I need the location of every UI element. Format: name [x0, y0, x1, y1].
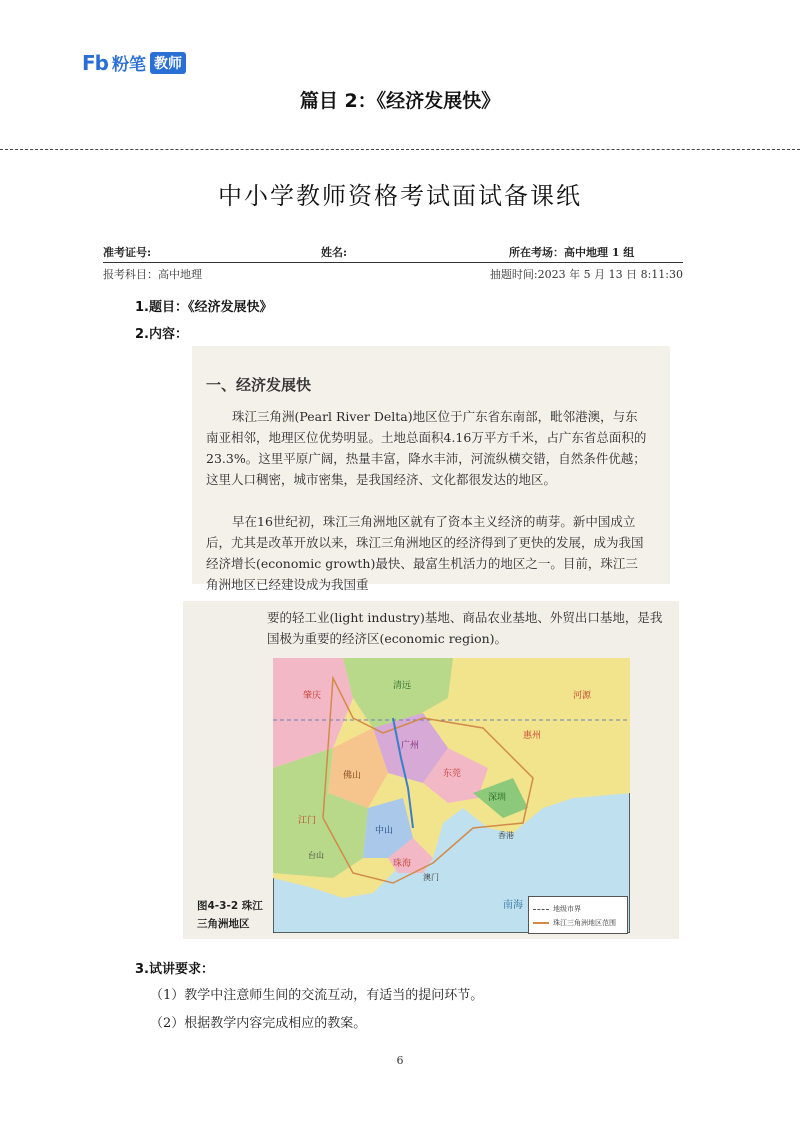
textbook-paragraph-3: 要的轻工业(light industry)基地、商品农业基地、外贸出口基地，是我国极为重要的经济区(economic region)。: [267, 610, 663, 646]
map-caption-line-2: 三角洲地区: [197, 918, 250, 930]
textbook-heading: 一、经济发展快: [206, 376, 312, 394]
exam-id-label: 准考证号:: [103, 246, 152, 259]
dashed-divider: [0, 149, 800, 150]
map-label-zhongshan: 中山: [375, 826, 394, 836]
subject-text: 报考科目：高中地理: [103, 268, 202, 281]
map-label-taishan: 台山: [308, 851, 324, 860]
name-label: 姓名:: [321, 246, 348, 259]
map-caption-line-1: 图4-3-2 珠江: [197, 900, 263, 912]
map-label-zhaoqing: 肇庆: [303, 691, 322, 701]
map-label-dongguan: 东莞: [443, 769, 462, 779]
content-heading: 2.内容：: [135, 327, 188, 342]
exam-location: 所在考场：高中地理 1 组: [509, 246, 635, 259]
requirement-item-2: （2）根据教学内容完成相应的教案。: [150, 1016, 367, 1031]
legend-row-boundary: [533, 904, 581, 914]
map-label-shenzhen: 深圳: [488, 793, 507, 803]
requirements-heading: 3.试讲要求：: [135, 962, 214, 977]
map-label-south-sea: 南海: [503, 900, 523, 911]
logo-fb-mark: Fb: [82, 50, 108, 75]
info-rule: [103, 262, 683, 263]
legend-row-region: [533, 918, 616, 928]
textbook-excerpt-top: [192, 346, 670, 592]
map-label-hongkong: 香港: [498, 831, 514, 840]
map-label-jiangmen: 江门: [298, 816, 317, 826]
draw-time-text: 抽题时间:2023 年 5 月 13 日 8:11:30: [489, 268, 683, 281]
topic-heading: 1.题目：《经济发展快》: [135, 300, 273, 315]
brand-logo: [82, 50, 186, 75]
exam-detail-row: [103, 266, 683, 282]
pearl-river-delta-map: [273, 658, 630, 933]
legend-boundary-text: 地级市界: [553, 905, 581, 913]
legend-line-symbol: [533, 922, 549, 924]
sheet-title: 中小学教师资格考试面试备课纸: [218, 182, 582, 210]
requirement-item-1: （1）教学中注意师生间的交流互动，有适当的提问环节。: [150, 988, 484, 1003]
map-label-foshan: 佛山: [343, 771, 362, 781]
logo-brand-text: 粉笔: [111, 55, 146, 75]
map-label-guangzhou: 广州: [401, 741, 420, 751]
map-legend: [528, 896, 628, 934]
page-title: 篇目 2：《经济发展快》: [299, 90, 501, 112]
exam-info-row: [103, 244, 683, 260]
map-label-qingyuan: 清远: [393, 681, 412, 691]
textbook-paragraph-2: 早在16世纪初，珠江三角洲地区就有了资本主义经济的萌芽。新中国成立后，尤其是改革开放以来，珠江三角洲地区的经济得到了更快的发展，成为我国经济增长(economic growth)最快、最富生机活力的地区之一。目前，珠江三角洲地区已经建设成为我国重: [206, 514, 644, 592]
textbook-paragraph-1: 珠江三角洲(Pearl River Delta)地区位于广东省东南部，毗邻港澳，与东南亚相邻，地理区位优势明显。土地总面积4.16万平方千米，占广东省总面积的23.3%。这里平原广阔，热量丰富，降水丰沛，河流纵横交错，自然条件优越；这里人口稠密，城市密集，是我国经济、文化都很发达的地区。: [206, 409, 647, 487]
map-label-heyuan: 河源: [573, 691, 592, 701]
logo-teacher-badge: 教师: [150, 52, 186, 74]
legend-region-text: 珠江三角洲地区范围: [553, 919, 616, 927]
map-label-macau: 澳门: [423, 873, 439, 882]
map-caption: [197, 897, 277, 933]
map-label-zhuhai: 珠海: [393, 859, 412, 869]
map-label-huizhou: 惠州: [523, 731, 542, 741]
legend-dash-symbol: [533, 909, 549, 910]
page-number: 6: [396, 1054, 404, 1067]
